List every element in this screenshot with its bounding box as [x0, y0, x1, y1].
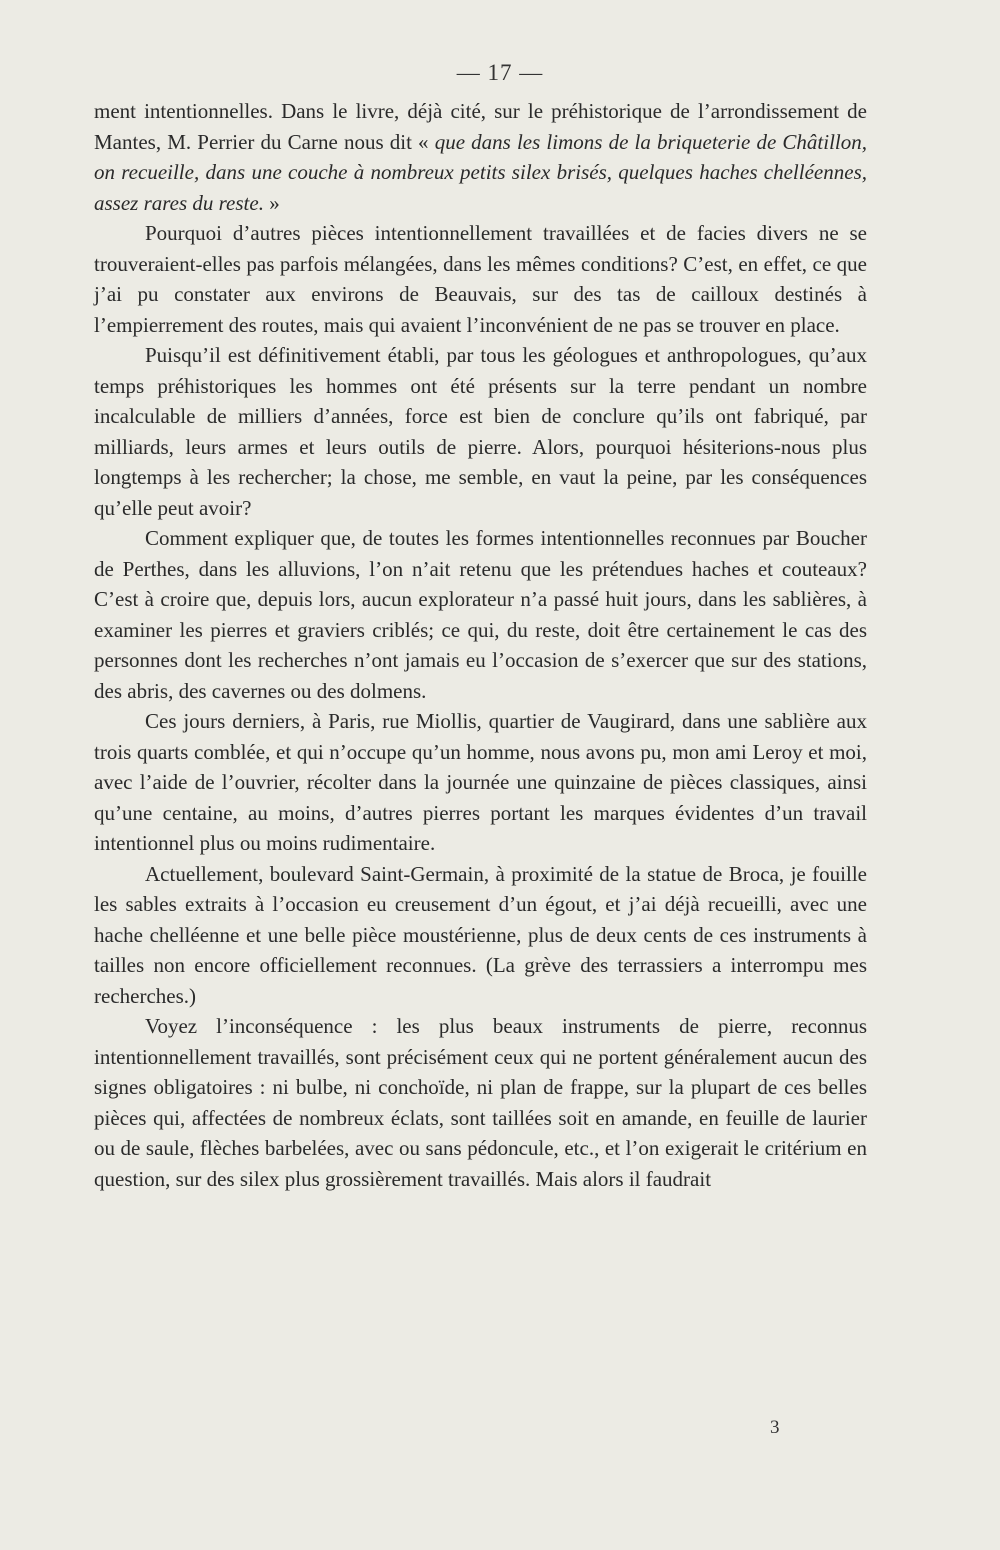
- page-number: — 17 —: [456, 60, 544, 85]
- paragraph: [94, 523, 867, 706]
- text-run: Pourquoi d’autres pièces intentionnellement travaillées et de facies divers ne se trouveraient-elles pas parfois mélangées, dans les mêmes conditions? C’est, en effet, ce que j’ai pu constater aux environs de Beauvais, sur des tas de cailloux destinés à l’empierrement des routes, mais qui avaient l’inconvénient de ne pas se trouver en place.: [94, 221, 867, 337]
- paragraph: [94, 706, 867, 859]
- paragraph: [94, 859, 867, 1012]
- paragraph: [94, 218, 867, 340]
- body-text: [94, 96, 867, 1194]
- text-run: Voyez l’inconséquence : les plus beaux instruments de pierre, reconnus intentionnellement travaillés, sont précisément ceux qui ne portent généralement aucun des signes obligatoires : ni bulbe, ni conchoïde, ni plan de frappe, sur la plupart de ces belles pièces qui, affectées de nombreux éclats, sont taillées soit en amande, en feuille de laurier ou de saule, flèches barbelées, avec ou sans pédoncule, etc., et l’on exigerait le critérium en question, sur des silex plus grossièrement travaillés. Mais alors il faudrait: [94, 1014, 867, 1191]
- paragraph: [94, 340, 867, 523]
- text-run: Puisqu’il est définitivement établi, par tous les géologues et anthropologues, qu’aux temps préhistoriques les hommes ont été présents sur la terre pendant un nombre incalculable de milliers d’années, force est bien de conclure qu’ils ont fabriqué, par milliards, leurs armes et leurs outils de pierre. Alors, pourquoi hésiterions-nous plus longtemps à les rechercher; la chose, me semble, en vaut la peine, par les conséquences qu’elle peut avoir?: [94, 343, 867, 520]
- text-run: »: [263, 190, 280, 215]
- paragraph: [94, 96, 867, 218]
- text-run: Comment expliquer que, de toutes les formes intentionnelles reconnues par Boucher de Perthes, dans les alluvions, l’on n’ait retenu que les prétendues haches et couteaux? C’est à croire que, depuis lors, aucun explorateur n’a passé huit jours, dans les sablières, à examiner les pierres et graviers criblés; ce qui, du reste, doit être certainement le cas des personnes dont les recherches n’ont jamais eu l’occasion de s’exercer que sur des stations, des abris, des cavernes ou des dolmens.: [94, 526, 867, 703]
- signature-mark: 3: [770, 1417, 780, 1438]
- text-run: Ces jours derniers, à Paris, rue Miollis, quartier de Vaugirard, dans une sablière aux trois quarts comblée, et qui n’occupe qu’un homme, nous avons pu, mon ami Leroy et moi, avec l’aide de l’ouvrier, récolter dans la journée une quinzaine de pièces classiques, ainsi qu’une centaine, au moins, d’autres pierres portant les marques évidentes d’un travail intentionnel plus ou moins rudimentaire.: [94, 709, 867, 855]
- italic-quotation: que dans les limons de la briqueterie de Châtillon, on recueille, dans une couche à nombreux petits silex brisés, quelques haches chelléennes, assez rares du reste.: [94, 129, 867, 215]
- text-run: Actuellement, boulevard Saint-Germain, à proximité de la statue de Broca, je fouille les sables extraits à l’occasion eu creusement d’un égout, et j’ai déjà recueilli, avec une hache chelléenne et une belle pièce moustérienne, plus de deux cents de ces instruments à tailles non encore officiellement reconnues. (La grève des terrassiers a interrompu mes recherches.): [94, 861, 867, 1008]
- text-run: ment intentionnelles. Dans le livre, déjà cité, sur le préhistorique de l’arrondissement de Mantes, M. Perrier du Carne nous dit «: [94, 99, 867, 154]
- paragraph: [94, 1011, 867, 1194]
